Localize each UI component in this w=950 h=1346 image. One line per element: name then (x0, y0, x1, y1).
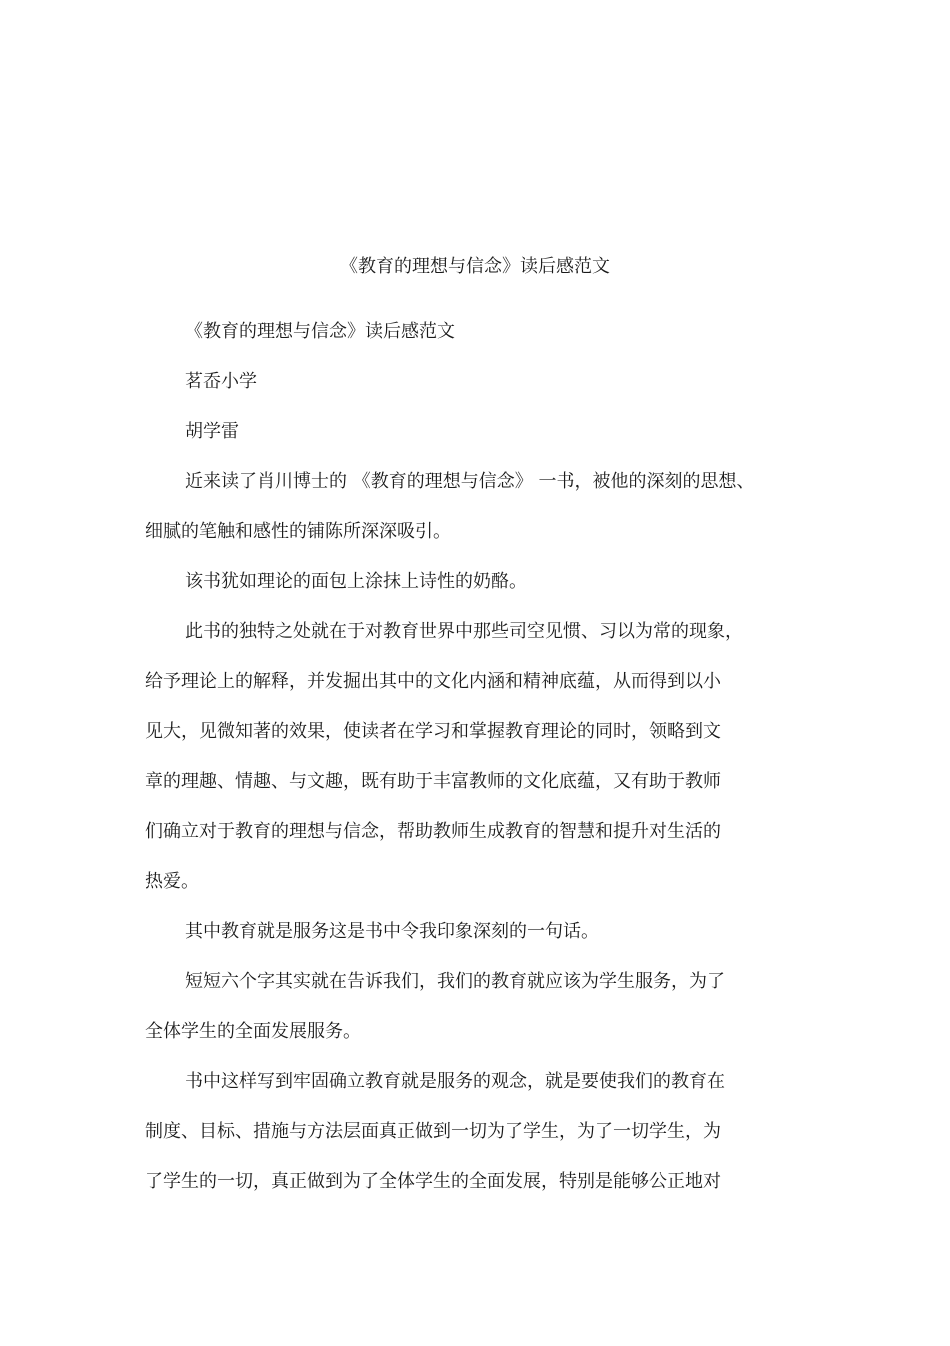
subtitle-line: 《教育的理想与信念》读后感范文 (185, 321, 455, 342)
paragraph-line: 们确立对于教育的理想与信念，帮助教师生成教育的智慧和提升对生活的 (145, 821, 721, 842)
school-name: 茗岙小学 (185, 371, 257, 392)
document-title: 《教育的理想与信念》读后感范文 (340, 256, 610, 277)
paragraph-line: 该书犹如理论的面包上涂抹上诗性的奶酪。 (185, 571, 527, 592)
paragraph-line: 此书的独特之处就在于对教育世界中那些司空见惯、习以为常的现象， (185, 621, 743, 642)
paragraph-line: 短短六个字其实就在告诉我们，我们的教育就应该为学生服务，为了 (185, 971, 725, 992)
document-body (145, 320, 795, 1220)
paragraph-line: 全体学生的全面发展服务。 (145, 1021, 361, 1042)
paragraph-line: 章的理趣、情趣、与文趣，既有助于丰富教师的文化底蕴，又有助于教师 (145, 771, 721, 792)
paragraph-line: 书中这样写到牢固确立教育就是服务的观念，就是要使我们的教育在 (185, 1071, 725, 1092)
paragraph-line: 见大，见微知著的效果，使读者在学习和掌握教育理论的同时，领略到文 (145, 721, 721, 742)
paragraph-line: 给予理论上的解释，并发掘出其中的文化内涵和精神底蕴，从而得到以小 (145, 671, 721, 692)
paragraph-line: 制度、目标、措施与方法层面真正做到一切为了学生，为了一切学生，为 (145, 1121, 721, 1142)
paragraph-line: 了学生的一切，真正做到为了全体学生的全面发展，特别是能够公正地对 (145, 1171, 721, 1192)
paragraph-line: 细腻的笔触和感性的铺陈所深深吸引。 (145, 521, 451, 542)
paragraph-line: 近来读了肖川博士的 《教育的理想与信念》 一书，被他的深刻的思想、 (185, 471, 755, 492)
paragraph-line: 其中教育就是服务这是书中令我印象深刻的一句话。 (185, 921, 599, 942)
author-name: 胡学雷 (185, 421, 239, 442)
paragraph-line: 热爱。 (145, 871, 199, 892)
